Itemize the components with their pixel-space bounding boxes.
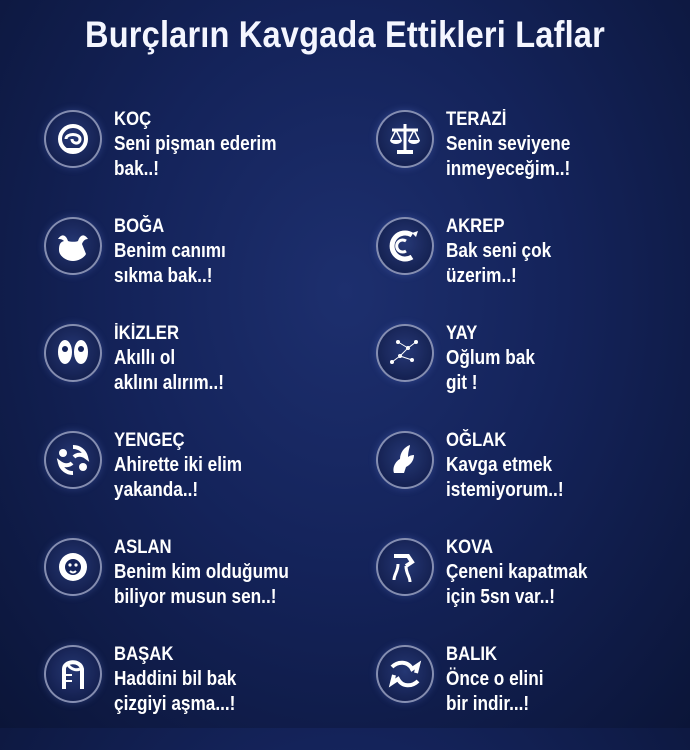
- quote-line: Akıllı ol: [114, 347, 176, 369]
- quote-line: Bak seni çok: [446, 240, 552, 262]
- sign-name: KOÇ: [114, 109, 152, 130]
- sign-name: KOVA: [446, 537, 494, 558]
- quote-line: çizgiyi aşma...!: [114, 693, 236, 715]
- quote-line: üzerim..!: [446, 265, 517, 287]
- page-title: Burçların Kavgada Ettikleri Laflar: [85, 14, 605, 55]
- quote-line: için 5sn var..!: [446, 586, 555, 608]
- sign-name: OĞLAK: [446, 430, 507, 451]
- quote-line: Ahirette iki elim: [114, 454, 243, 476]
- pisces-icon: [376, 645, 434, 703]
- virgo-icon: [44, 645, 102, 703]
- sign-name: BALIK: [446, 644, 498, 665]
- sign-name: ASLAN: [114, 537, 172, 558]
- sagittarius-icon: [376, 324, 434, 382]
- quote-line: bak..!: [114, 158, 159, 180]
- sign-name: AKREP: [446, 216, 505, 237]
- quote-line: Önce o elini: [446, 668, 544, 690]
- quote-line: istemiyorum..!: [446, 479, 564, 501]
- quote-line: Benim kim olduğumu: [114, 561, 289, 583]
- quote-line: Benim canımı: [114, 240, 226, 262]
- quote-line: yakanda..!: [114, 479, 199, 501]
- quote-line: inmeyeceğim..!: [446, 158, 571, 180]
- sign-name: YAY: [446, 323, 478, 344]
- capricorn-icon: [376, 431, 434, 489]
- leo-icon: [44, 538, 102, 596]
- scorpio-icon: [376, 217, 434, 275]
- quote-line: Haddini bil bak: [114, 668, 237, 690]
- quote-line: bir indir...!: [446, 693, 530, 715]
- quote-line: Oğlum bak: [446, 347, 535, 369]
- quote-line: aklını alırım..!: [114, 372, 224, 394]
- quote-line: Senin seviyene: [446, 133, 571, 155]
- aquarius-icon: [376, 538, 434, 596]
- quote-line: Kavga etmek: [446, 454, 553, 476]
- quote-line: git !: [446, 372, 478, 394]
- quote-line: sıkma bak..!: [114, 265, 213, 287]
- quote-line: biliyor musun sen..!: [114, 586, 277, 608]
- quote-line: Seni pişman ederim: [114, 133, 277, 155]
- sign-name: YENGEÇ: [114, 430, 185, 451]
- libra-icon: [376, 110, 434, 168]
- sign-name: BAŞAK: [114, 644, 174, 665]
- sign-name: BOĞA: [114, 216, 165, 237]
- quote-line: Çeneni kapatmak: [446, 561, 588, 583]
- taurus-icon: [44, 217, 102, 275]
- aries-icon: [44, 110, 102, 168]
- gemini-icon: [44, 324, 102, 382]
- cancer-icon: [44, 431, 102, 489]
- sign-name: TERAZİ: [446, 109, 507, 130]
- sign-name: İKİZLER: [114, 323, 180, 344]
